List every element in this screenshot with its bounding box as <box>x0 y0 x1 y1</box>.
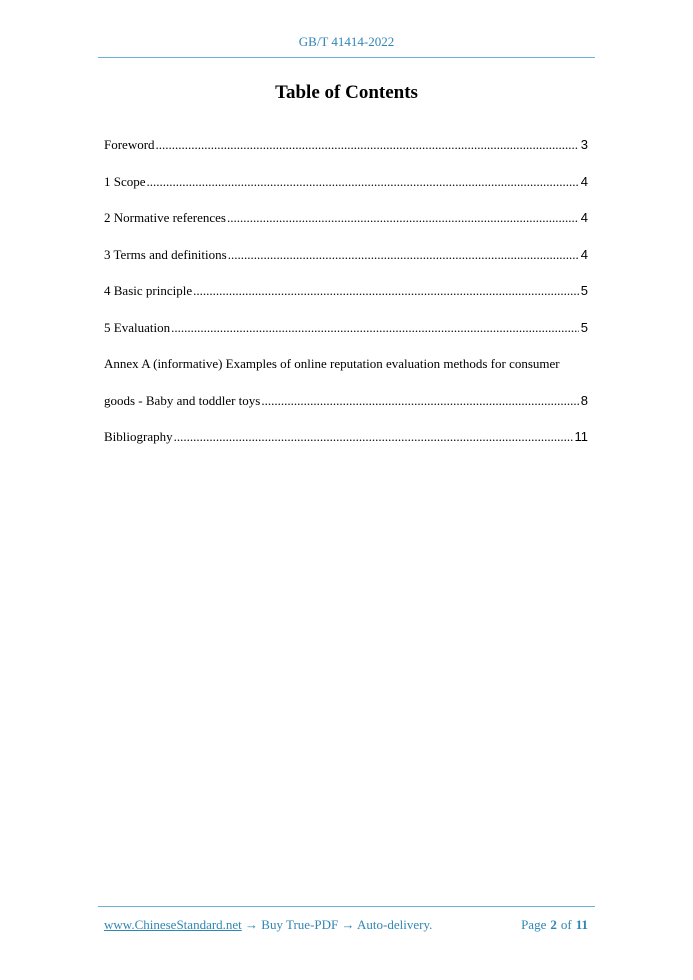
toc-entry-label: 5 Evaluation <box>104 319 171 335</box>
toc-leader-dots <box>156 137 579 153</box>
toc-leader-dots <box>228 247 579 263</box>
toc-entry-label: Foreword <box>104 137 155 152</box>
page-footer <box>104 917 588 933</box>
toc-entry-page: 3 <box>580 137 588 152</box>
toc-entry-label: 2 Normative references <box>104 210 226 225</box>
total-page-number: 11 <box>575 917 588 932</box>
toc-entry-scope[interactable] <box>104 174 588 211</box>
toc-entry-terms-definitions[interactable] <box>104 247 588 284</box>
page-indicator <box>521 917 588 933</box>
table-of-contents <box>104 137 588 466</box>
toc-entry-basic-principle[interactable] <box>104 283 588 320</box>
toc-entry-page: 4 <box>580 210 588 225</box>
page-title: Table of Contents <box>275 82 418 103</box>
site-link[interactable]: www.ChineseStandard.net <box>104 917 242 932</box>
toc-entry-evaluation[interactable] <box>104 320 588 357</box>
toc-entry-page: 4 <box>580 246 588 262</box>
toc-leader-dots <box>171 320 579 336</box>
footer-promo <box>104 917 432 933</box>
toc-entry-bibliography[interactable] <box>104 429 588 466</box>
current-page-number: 2 <box>550 917 557 932</box>
toc-entry-label: goods - Baby and toddler toys <box>104 392 261 408</box>
of-label: of <box>560 917 572 932</box>
toc-leader-dots <box>174 429 573 445</box>
toc-leader-dots <box>193 283 579 299</box>
toc-leader-dots <box>227 210 579 226</box>
footer-divider <box>98 906 595 907</box>
page-label: Page <box>521 917 547 932</box>
toc-entry-page: 4 <box>580 173 588 189</box>
toc-entry-label: 4 Basic principle <box>104 283 193 298</box>
header-divider <box>98 57 595 58</box>
toc-entry-label: 3 Terms and definitions <box>104 246 227 262</box>
toc-entry-page: 5 <box>580 319 588 335</box>
toc-leader-dots <box>147 174 579 190</box>
toc-entry-label: 1 Scope <box>104 173 146 189</box>
toc-entry-label: Bibliography <box>104 429 173 444</box>
toc-entry-page: 5 <box>580 283 588 298</box>
toc-entry-foreword[interactable] <box>104 137 588 174</box>
toc-entry-annex-a-line1[interactable] <box>104 356 588 393</box>
running-header: GB/T 41414-2022 <box>298 34 395 49</box>
toc-entry-page: 8 <box>580 392 588 408</box>
toc-entry-label: Annex A (informative) Examples of online reputation evaluation methods for consumer <box>104 356 560 371</box>
toc-leader-dots <box>261 393 578 409</box>
toc-entry-page: 11 <box>574 429 588 444</box>
toc-entry-normative-references[interactable] <box>104 210 588 247</box>
toc-entry-annex-a-line2[interactable] <box>104 393 588 430</box>
footer-promo-text: → Buy True-PDF → Auto-delivery. <box>241 917 433 932</box>
